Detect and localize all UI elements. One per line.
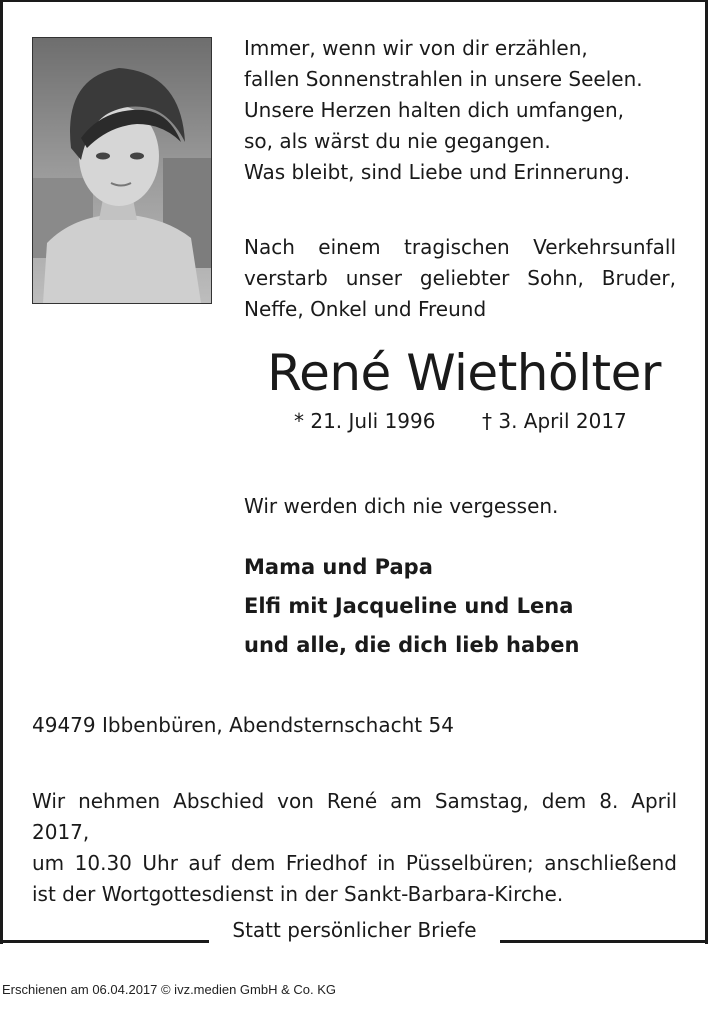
mourner-line: und alle, die dich lieb haben — [244, 633, 580, 657]
frame-bottom-border-left — [0, 940, 209, 943]
deceased-name: René Wiethölter — [267, 344, 661, 402]
death-date: † 3. April 2017 — [482, 409, 627, 433]
funeral-details — [32, 786, 677, 910]
closing-line: Wir werden dich nie vergessen. — [244, 494, 559, 518]
poem — [244, 33, 684, 188]
poem-line: so, als wärst du nie gegangen. — [244, 129, 551, 153]
intro-line: Nach einem tragischen Verkehrsunfall — [244, 235, 676, 259]
bottom-note: Statt persönlicher Briefe — [232, 918, 477, 942]
frame-bottom-border-right — [500, 940, 708, 943]
mourner-line: Elfi mit Jacqueline und Lena — [244, 594, 574, 618]
poem-line: Unsere Herzen halten dich umfangen, — [244, 98, 624, 122]
portrait-photo — [32, 37, 212, 304]
mourners — [244, 548, 579, 665]
frame-left-border — [0, 0, 3, 944]
funeral-line: um 10.30 Uhr auf dem Friedhof in Püsselbüren; anschließend — [32, 851, 677, 875]
intro-line: Neffe, Onkel und Freund — [244, 297, 487, 321]
poem-line: fallen Sonnenstrahlen in unsere Seelen. — [244, 67, 643, 91]
poem-line: Was bleibt, sind Liebe und Erinnerung. — [244, 160, 631, 184]
funeral-line: ist der Wortgottesdienst in der Sankt-Barbara-Kirche. — [32, 882, 564, 906]
intro-line: verstarb unser geliebter Sohn, Bruder, — [244, 266, 676, 290]
frame-top-border — [0, 0, 706, 2]
publication-credit: Erschienen am 06.04.2017 © ivz.medien GmbH & Co. KG — [2, 982, 337, 997]
mourner-line: Mama und Papa — [244, 555, 433, 579]
frame-right-border — [705, 0, 708, 944]
announcement-intro — [244, 232, 676, 325]
address: 49479 Ibbenbüren, Abendsternschacht 54 — [32, 713, 454, 737]
poem-line: Immer, wenn wir von dir erzählen, — [244, 36, 588, 60]
birth-date: * 21. Juli 1996 — [294, 409, 436, 433]
funeral-line: Wir nehmen Abschied von René am Samstag, dem 8. April 2017, — [32, 789, 677, 844]
portrait-image — [33, 38, 211, 303]
